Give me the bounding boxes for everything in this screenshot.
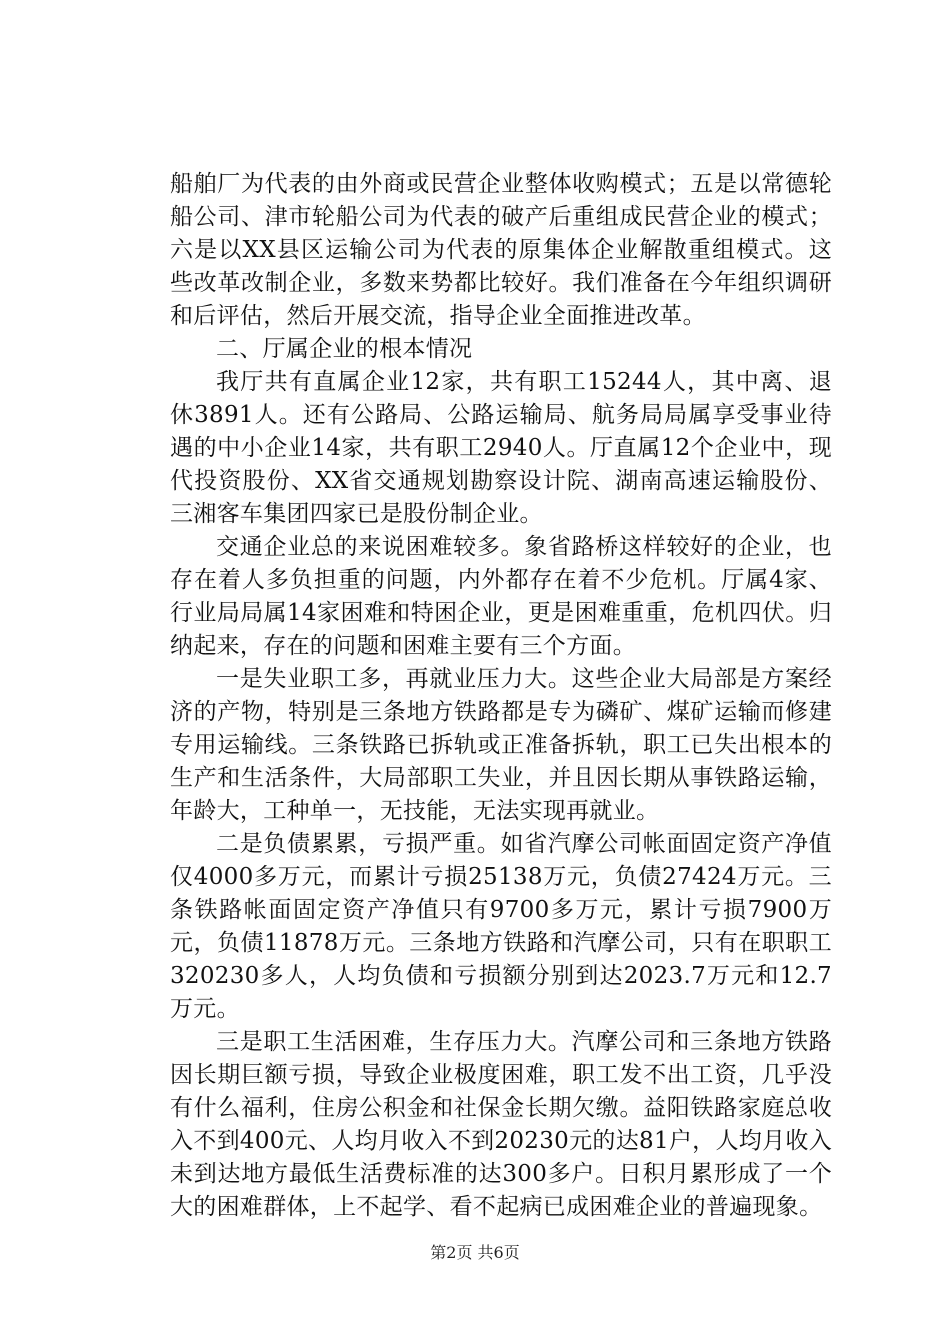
paragraph-difficulties-summary: 交通企业总的来说困难较多。象省路桥这样较好的企业，也存在着人多负担重的问题，内外都存在着不少危机。厅属4家、行业局局属14家困难和特困企业，更是困难重重，危机四伏。归纳起来，存在的问题和困难主要有三个方面。: [170, 534, 832, 659]
paragraph-debt-losses: 二是负债累累，亏损严重。如省汽摩公司帐面固定资产净值仅4000多万元，而累计亏损25138万元，负债27424万元。三条铁路帐面固定资产净值只有9700多万元，累计亏损7900万元，负债11878万元。三条地方铁路和汽摩公司，只有在职职工320230多人，人均负债和亏损额分别到达2023.7万元和12.7万元。: [170, 831, 832, 1022]
section-heading: 二、厅属企业的根本情况: [216, 336, 473, 362]
paragraph-unemployment: 一是失业职工多，再就业压力大。这些企业大局部是方案经济的产物，特别是三条地方铁路都是专为磷矿、煤矿运输而修建专用运输线。三条铁路已拆轨或正准备拆轨，职工已失出根本的生产和生活条件，大局部职工失业，并且因长期从事铁路运输，年龄大，工种单一，无技能，无法实现再就业。: [170, 666, 832, 824]
paragraph-enterprise-overview: 我厅共有直属企业12家，共有职工15244人，其中离、退休3891人。还有公路局、公路运输局、航务局局属享受事业待遇的中小企业14家，共有职工2940人。厅直属12个企业中，现代投资股份、XX省交通规划勘察设计院、湖南高速运输股份、三湘客车集团四家已是股份制企业。: [170, 369, 832, 527]
document-body: [170, 168, 832, 1224]
paragraph-continuation: 船舶厂为代表的由外商或民营企业整体收购模式；五是以常德轮船公司、津市轮船公司为代表的破产后重组成民营企业的模式；六是以XX县区运输公司为代表的原集体企业解散重组模式。这些改革改制企业，多数来势都比较好。我们准备在今年组织调研和后评估，然后开展交流，指导企业全面推进改革。: [170, 171, 832, 329]
paragraph-living-hardship: 三是职工生活困难，生存压力大。汽摩公司和三条地方铁路因长期巨额亏损，导致企业极度困难，职工发不出工资，几乎没有什么福利，住房公积金和社保金长期欠缴。益阳铁路家庭总收入不到400元、人均月收入不到20230元的达81户，人均月收入未到达地方最低生活费标准的达300多户。日积月累形成了一个大的困难群体，上不起学、看不起病已成困难企业的普遍现象。: [170, 1029, 832, 1220]
page-number-footer: 第2页 共6页: [430, 1243, 520, 1262]
